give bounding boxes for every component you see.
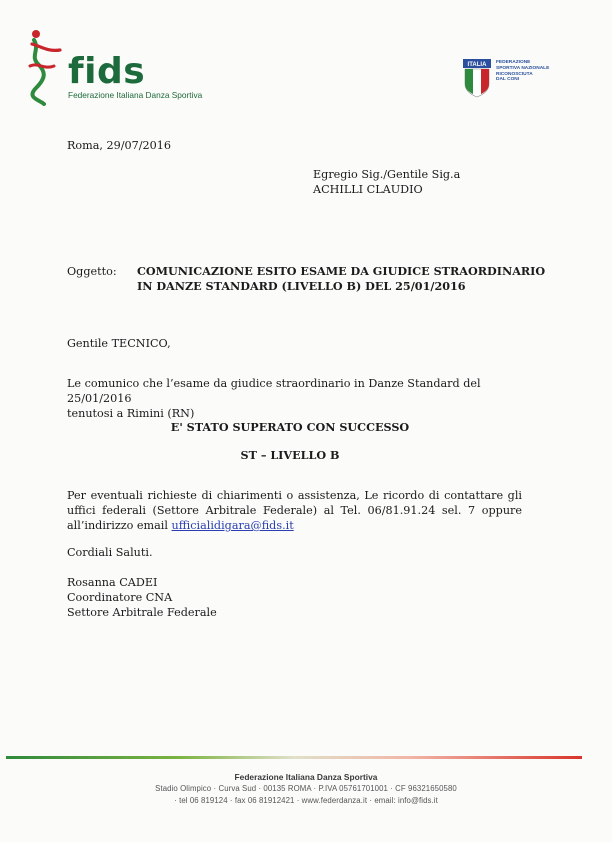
email-link[interactable]: ufficialidigara@fids.it	[171, 519, 294, 532]
italia-shield-icon	[462, 58, 492, 98]
result-level	[0, 448, 612, 463]
footer-divider	[6, 756, 582, 759]
result-text: E' STATO SUPERATO CON SUCCESSO	[170, 420, 410, 434]
dancer-figure-icon	[26, 26, 66, 106]
letter-date: Roma, 29/07/2016	[67, 139, 172, 152]
subject-line: COMUNICAZIONE ESITO ESAME DA GIUDICE STRAORDINARIO	[137, 264, 546, 278]
recipient-name: ACHILLI CLAUDIO	[313, 183, 423, 196]
signer-role: Coordinatore CNA	[67, 591, 173, 604]
coni-badge-label: ITALIA	[467, 62, 487, 68]
contact-paragraph	[67, 488, 522, 533]
greeting: Gentile TECNICO,	[67, 337, 171, 350]
coni-recognition-logo	[462, 58, 572, 100]
signer-department: Settore Arbitrale Federale	[67, 606, 217, 619]
recipient-salutation: Egregio Sig./Gentile Sig.a	[313, 168, 461, 181]
subject-line: IN DANZE STANDARD (LIVELLO B) DEL 25/01/2016	[137, 279, 466, 293]
signature-block	[67, 575, 217, 620]
fids-tagline: Federazione Italiana Danza Sportiva	[68, 90, 203, 100]
closing: Cordiali Saluti.	[67, 546, 153, 559]
subject-label: Oggetto:	[67, 265, 117, 278]
result-level-text: ST – LIVELLO B	[240, 448, 340, 462]
signer-name: Rosanna CADEI	[67, 576, 158, 589]
fids-wordmark: fids	[68, 51, 146, 92]
exam-paragraph	[67, 376, 520, 421]
subject-text	[137, 264, 545, 294]
footer-address: Stadio Olimpico · Curva Sud · 00135 ROMA · P.IVA 05761701001 · CF 96321650580	[155, 784, 457, 793]
footer-contacts: · tel 06 819124 · fax 06 81912421 · www.federdanza.it · email: info@fids.it	[174, 796, 438, 805]
coni-text: FEDERAZIONE SPORTIVA NAZIONALE RICONOSCIUTA DAL CONI	[496, 60, 550, 83]
contact-paragraph-text: Per eventuali richieste di chiarimenti o assistenza, Le ricordo di contattare gli uffici federali (Settore Arbitrale Federale) al Tel. 06/81.91.24 sel. 7 oppure all’indirizzo email	[67, 489, 522, 532]
result-statement	[0, 420, 612, 435]
paragraph-line: Le comunico che l’esame da giudice straordinario in Danze Standard del 25/01/2016	[67, 377, 481, 405]
paragraph-line: tenutosi a Rimini (RN)	[67, 407, 195, 420]
fids-logo	[26, 26, 203, 106]
footer-org-name: Federazione Italiana Danza Sportiva	[234, 772, 378, 782]
recipient-block	[313, 167, 460, 197]
